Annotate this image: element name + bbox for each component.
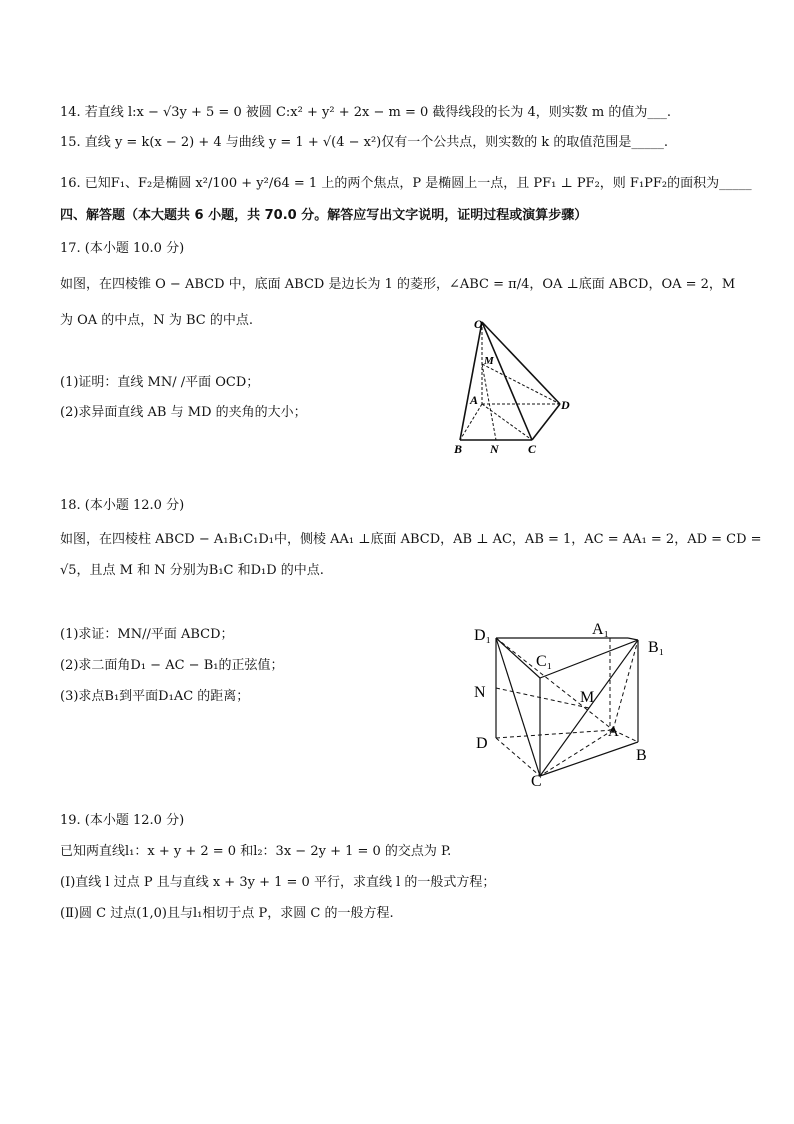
pyramid-figure — [440, 312, 580, 457]
label-B: B — [636, 747, 647, 764]
q18-stem-line2: √5，且点 M 和 N 分别为B₁C 和D₁D 的中点. — [60, 563, 324, 578]
q17-stem-line1: 如图，在四棱锥 O − ABCD 中，底面 ABCD 是边长为 1 的菱形，∠ABC = π/4，OA ⊥底面 ABCD，OA = 2，M — [60, 277, 736, 292]
q18-part1: (1)求证：MN//平面 ABCD； — [60, 627, 234, 642]
q18-part3: (3)求点B₁到平面D₁AC 的距离； — [60, 689, 250, 704]
q17-title: 17. (本小题 10.0 分) — [60, 241, 185, 256]
label-N: N — [490, 442, 499, 456]
q17-part1: (1)证明：直线 MN/ /平面 OCD； — [60, 375, 260, 390]
label-C1: C₁ — [536, 653, 553, 670]
q18-title: 18. (本小题 12.0 分) — [60, 498, 185, 513]
label-N: N — [474, 684, 486, 701]
label-C: C — [528, 442, 537, 456]
label-A1: A₁ — [592, 621, 610, 638]
label-D1: D₁ — [474, 627, 492, 644]
q19-part1: (Ⅰ)直线 l 过点 P 且与直线 x + 3y + 1 = 0 平行，求直线 l 的一般式方程； — [60, 875, 496, 890]
label-B1: B₁ — [648, 639, 665, 656]
question-14: 14. 若直线 l:x − √3y + 5 = 0 被圆 C:x² + y² + 2x − m = 0 截得线段的长为 4，则实数 m 的值为___. — [60, 105, 672, 120]
label-O: O — [474, 317, 483, 331]
label-A: A — [470, 393, 479, 407]
q17-part2: (2)求异面直线 AB 与 MD 的夹角的大小； — [60, 405, 307, 420]
label-D: D — [561, 398, 570, 412]
q19-stem: 已知两直线l₁：x + y + 2 = 0 和l₂：3x − 2y + 1 = 0 的交点为 P. — [60, 844, 452, 859]
q17-stem-line2: 为 OA 的中点，N 为 BC 的中点. — [60, 313, 253, 328]
label-C: C — [531, 773, 542, 790]
q19-part2: (Ⅱ)圆 C 过点(1,0)且与l₁相切于点 P，求圆 C 的一般方程. — [60, 906, 394, 921]
label-M: M — [484, 355, 494, 367]
label-D: D — [476, 735, 488, 752]
question-15: 15. 直线 y = k(x − 2) + 4 与曲线 y = 1 + √(4 − x²)仅有一个公共点，则实数的 k 的取值范围是_____. — [60, 135, 669, 150]
q18-part2: (2)求二面角D₁ − AC − B₁的正弦值； — [60, 658, 284, 673]
q18-stem-line1: 如图，在四棱柱 ABCD − A₁B₁C₁D₁中，侧棱 AA₁ ⊥底面 ABCD，AB ⊥ AC，AB = 1，AC = AA₁ = 2，AD = CD = — [60, 532, 762, 547]
q19-title: 19. (本小题 12.0 分) — [60, 813, 185, 828]
prism-figure — [468, 618, 698, 790]
label-M: M — [580, 689, 595, 706]
section-heading: 四、解答题（本大题共 6 小题，共 70.0 分。解答应写出文字说明，证明过程或演算步骤） — [60, 208, 588, 223]
label-B: B — [454, 442, 463, 456]
label-A: A — [608, 724, 619, 740]
question-16: 16. 已知F₁、F₂是椭圆 x²/100 + y²/64 = 1 上的两个焦点，P 是椭圆上一点，且 PF₁ ⊥ PF₂，则 F₁PF₂的面积为_____ — [60, 176, 752, 191]
